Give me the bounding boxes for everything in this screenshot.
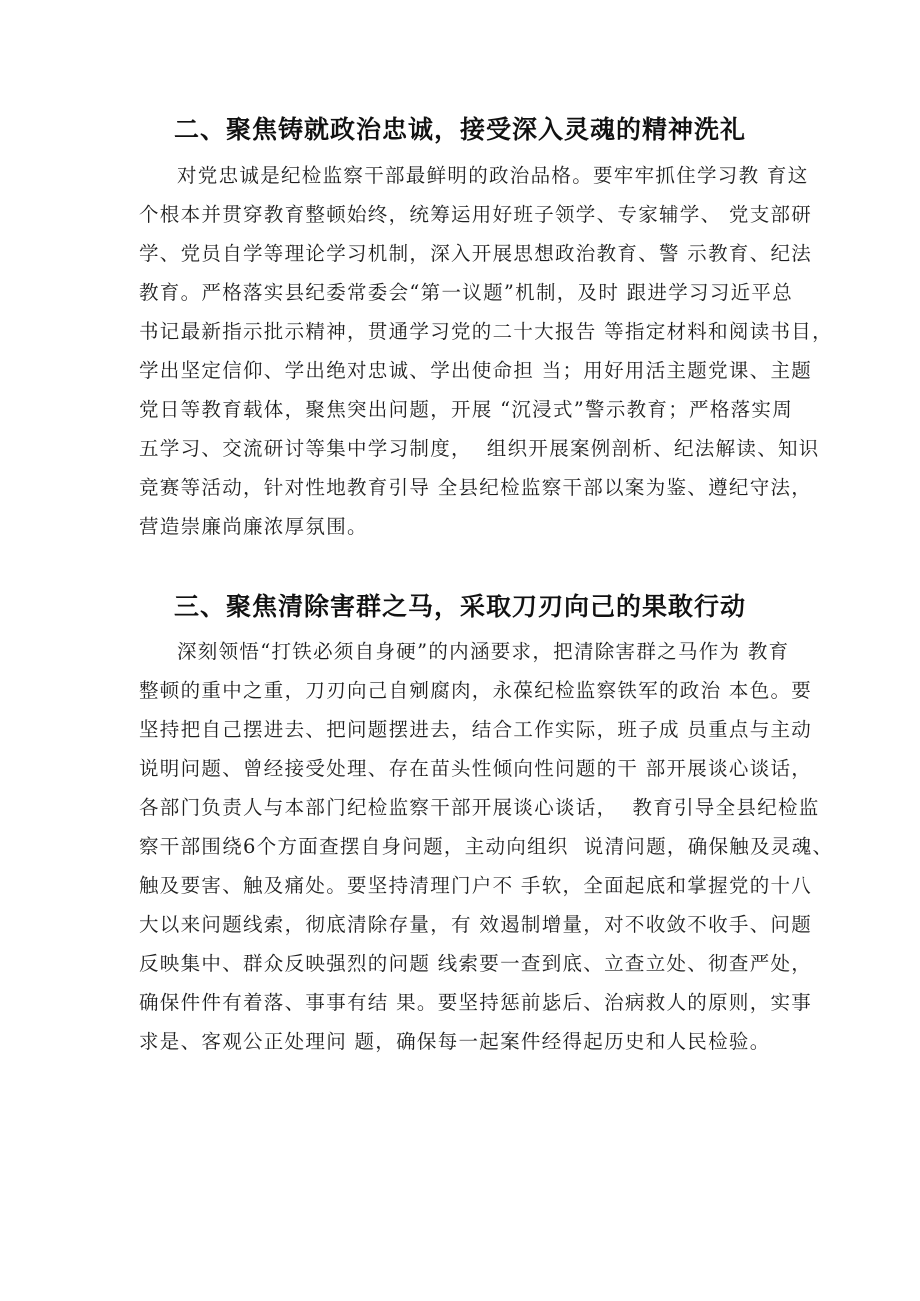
paragraph-line: 求是、客观公正处理问 题，确保每一起案件经得起历史和人民检验。 [139,1030,771,1053]
paragraph-line: 学、党员自学等理论学习机制，深入开展思想政治教育、警 示教育、纪法 [139,242,813,265]
paragraph-line: 坚持把自己摆进去、把问题摆进去，结合工作实际，班子成 员重点与主动 [139,718,813,741]
paragraph-line: 触及要害、触及痛处。要坚持清理门户不 手软，全面起底和掌握党的十八 [139,874,813,897]
paragraph-line: 察干部围绕6个方面查摆自身问题，主动向组织 说清问题，确保触及灵魂、 [139,835,834,858]
paragraph-line: 个根本并贯穿教育整顿始终，统筹运用好班子领学、专家辅学、 党支部研 [139,203,813,226]
paragraph-line: 整顿的重中之重，刀刃向己自剜腐肉，永葆纪检监察铁军的政治 本色。要 [139,679,813,702]
paragraph-line: 对党忠诚是纪检监察干部最鲜明的政治品格。要牢牢抓住学习教 育这 [177,164,809,187]
section-2-heading: 二、聚焦铸就政治忠诚，接受深入灵魂的精神洗礼 [173,115,746,144]
paragraph-line: 学出坚定信仰、学出绝对忠诚、学出使命担 当；用好用活主题党课、主题 [139,359,813,382]
paragraph-line: 营造崇廉尚廉浓厚氛围。 [139,515,368,538]
paragraph-line: 书记最新指示批示精神，贯通学习党的二十大报告 等指定材料和阅读书目， [139,320,833,343]
paragraph-line: 各部门负责人与本部门纪检监察干部开展谈心谈话， 教育引导全县纪检监 [139,796,820,819]
paragraph-line: 五学习、交流研讨等集中学习制度， 组织开展案例剖析、纪法解读、知识 [139,437,820,460]
section-3-heading: 三、聚焦清除害群之马，采取刀刃向己的果敢行动 [173,592,746,621]
paragraph-line: 说明问题、曾经接受处理、存在苗头性倾向性问题的干 部开展谈心谈话， [139,757,813,780]
paragraph-line: 竞赛等活动，针对性地教育引导 全县纪检监察干部以案为鉴、遵纪守法， [139,476,813,499]
paragraph-line: 教育。严格落实县纪委常委会“第一议题”机制，及时 跟进学习习近平总 [139,281,794,304]
paragraph-line: 深刻领悟“打铁必须自身硬”的内涵要求，把清除害群之马作为 教育 [177,640,790,663]
paragraph-line: 反映集中、群众反映强烈的问题 线索要一查到底、立查立处、彻查严处， [139,952,813,975]
paragraph-line: 党日等教育载体，聚焦突出问题，开展 “沉浸式”警示教育；严格落实周 [139,398,794,421]
paragraph-line: 大以来问题线索，彻底清除存量，有 效遏制增量，对不收敛不收手、问题 [139,913,813,936]
paragraph-line: 确保件件有着落、事事有结 果。要坚持惩前毖后、治病救人的原则，实事 [139,991,813,1014]
